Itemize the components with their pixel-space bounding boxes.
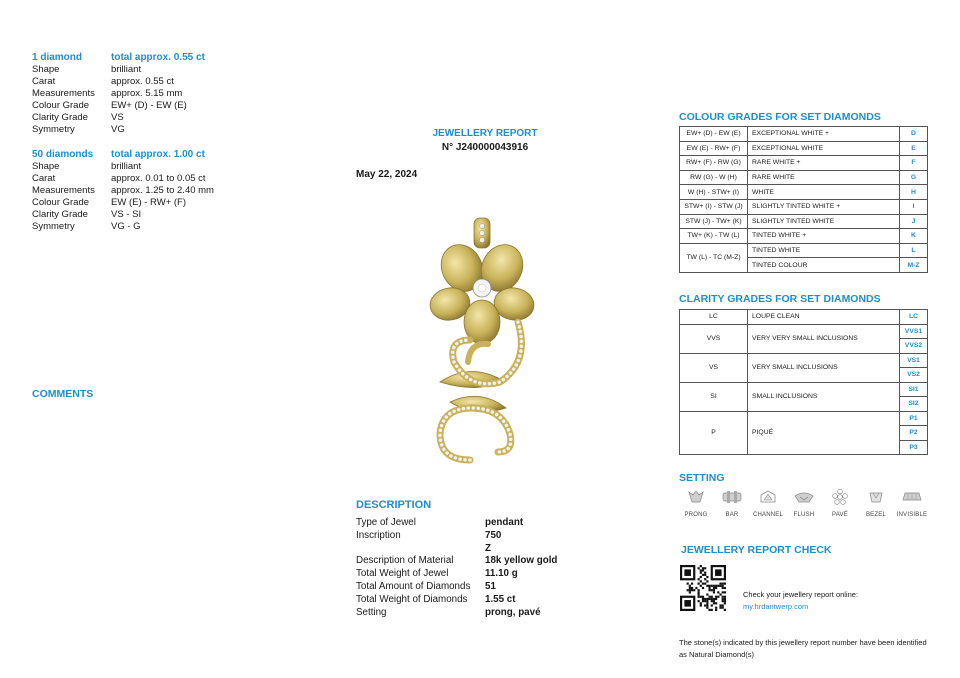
- stone-spec-1-header: 1 diamond total approx. 0.55 ct: [32, 52, 205, 63]
- spec-row: [32, 161, 292, 173]
- pendant-photo: [410, 212, 560, 474]
- setting-label: PRONG: [684, 512, 708, 518]
- description-value: 18k yellow gold: [485, 555, 558, 567]
- stone-spec-2: [32, 149, 292, 233]
- description-row: [356, 594, 616, 607]
- description-label: Inscription: [356, 529, 401, 541]
- setting-item: [679, 488, 713, 518]
- colour-grid-row: [680, 170, 928, 177]
- description-label: Total Amount of Diamonds: [356, 580, 471, 592]
- comments-title: COMMENTS: [32, 388, 94, 400]
- description-value: prong, pavé: [485, 606, 541, 618]
- spec-row: [32, 221, 292, 233]
- spec-label: Symmetry: [32, 124, 75, 135]
- setting-label: PAVÉ: [832, 512, 848, 518]
- spec-row: [32, 124, 292, 136]
- description-label: Total Weight of Jewel: [356, 568, 449, 580]
- spec-label: Clarity Grade: [32, 209, 88, 220]
- setting-label: FLUSH: [793, 512, 815, 518]
- report-check-title: JEWELLERY REPORT CHECK: [681, 544, 832, 556]
- clarity-grade-cell: LC: [680, 310, 748, 325]
- clarity-name-cell: LOUPE CLEAN: [748, 310, 900, 325]
- colour-name-cell: SLIGHTLY TINTED WHITE: [748, 214, 900, 229]
- clarity-row: [680, 324, 928, 339]
- colour-grid-row: [680, 156, 928, 163]
- spec-value: approx. 5.15 mm: [111, 88, 183, 99]
- clarity-row: [680, 353, 928, 368]
- spec-value: EW (E) - RW+ (F): [111, 197, 187, 208]
- spec-row: [32, 209, 292, 221]
- setting-label: INVISIBLE: [896, 512, 928, 518]
- spec-label: Shape: [32, 64, 60, 75]
- colour-name-cell: TINTED WHITE: [748, 243, 900, 258]
- stone-spec-2-header: 50 diamonds total approx. 1.00 ct: [32, 149, 205, 160]
- report-date: May 22, 2024: [356, 169, 418, 180]
- prong-icon: [685, 488, 707, 506]
- colour-range-cell: EW+ (D) - EW (E): [680, 127, 748, 142]
- clarity-row: [680, 310, 928, 325]
- colour-grid-row: [680, 127, 928, 134]
- spec-value: brilliant: [111, 64, 142, 75]
- description-row: [356, 568, 616, 581]
- spec-label: Colour Grade: [32, 100, 90, 111]
- colour-name-cell: EXCEPTIONAL WHITE +: [748, 127, 900, 142]
- colour-code-cell: E: [900, 141, 928, 156]
- spec-value: VG - G: [111, 221, 141, 232]
- spec-value: approx. 0.55 ct: [111, 76, 174, 87]
- colour-name-cell: EXCEPTIONAL WHITE: [748, 141, 900, 156]
- colour-range-cell: RW (G) - W (H): [680, 170, 748, 185]
- clarity-grades-title: CLARITY GRADES FOR SET DIAMONDS: [679, 293, 881, 305]
- colour-grid-row: [680, 199, 928, 206]
- clarity-grades-table: [679, 309, 928, 455]
- colour-grid-row: [680, 229, 928, 236]
- colour-name-cell: SLIGHTLY TINTED WHITE +: [748, 199, 900, 214]
- report-check-text: Check your jewellery report online:: [743, 590, 859, 599]
- setting-label: CHANNEL: [752, 512, 784, 518]
- colour-code-cell: D: [900, 127, 928, 142]
- colour-grid-row: [680, 243, 928, 250]
- natural-diamond-note: The stone(s) indicated by this jewellery report number have been identified as Natural Diamond(s): [679, 638, 927, 659]
- colour-name-cell: TINTED COLOUR: [748, 258, 900, 273]
- colour-grades-title: COLOUR GRADES FOR SET DIAMONDS: [679, 111, 881, 123]
- clarity-code-cell: VS1: [900, 353, 928, 368]
- colour-code-cell: M-Z: [900, 258, 928, 273]
- spec-value: VS - SI: [111, 209, 142, 220]
- setting-item: [715, 488, 749, 518]
- setting-item: [859, 488, 893, 518]
- bar-icon: [721, 488, 743, 506]
- colour-name-cell: RARE WHITE: [748, 170, 900, 185]
- colour-grades-table: [679, 126, 928, 273]
- description-label: Type of Jewel: [356, 517, 416, 528]
- description-label: Setting: [356, 606, 387, 618]
- bezel-icon: [865, 488, 887, 506]
- setting-label: BEZEL: [865, 512, 886, 518]
- colour-code-cell: J: [900, 214, 928, 229]
- colour-name-cell: TINTED WHITE +: [748, 229, 900, 244]
- colour-code-cell: H: [900, 185, 928, 200]
- colour-code-cell: L: [900, 243, 928, 258]
- description-value: 51: [485, 580, 496, 592]
- clarity-grade-cell: VS: [680, 353, 748, 382]
- setting-item: [751, 488, 785, 518]
- clarity-code-cell: LC: [900, 310, 928, 325]
- colour-range-cell: W (H) - STW+ (I): [680, 185, 748, 200]
- report-title: JEWELLERY REPORT: [432, 128, 538, 139]
- clarity-code-cell: VS2: [900, 368, 928, 383]
- colour-code-cell: K: [900, 229, 928, 244]
- description-value: pendant: [485, 517, 524, 528]
- colour-name-cell: WHITE: [748, 185, 900, 200]
- spec-value: approx. 1.25 to 2.40 mm: [111, 185, 214, 196]
- colour-range-cell: TW (L) - TC (M-Z): [680, 243, 748, 272]
- spec-row: [32, 64, 292, 76]
- description-row: [356, 581, 616, 594]
- setting-item: [823, 488, 857, 518]
- description-label: Description of Material: [356, 555, 454, 567]
- description-row: [356, 607, 616, 620]
- spec-label: Measurements: [32, 185, 95, 196]
- clarity-name-cell: PIQUÉ: [748, 411, 900, 455]
- clarity-code-cell: VVS1: [900, 324, 928, 339]
- spec-label: Shape: [32, 161, 60, 172]
- spec-value: brilliant: [111, 161, 142, 172]
- spec-label: Symmetry: [32, 221, 75, 232]
- colour-code-cell: F: [900, 156, 928, 171]
- spec-label: Colour Grade: [32, 197, 90, 208]
- spec-row: [32, 88, 292, 100]
- colour-grid-row: [680, 214, 928, 221]
- clarity-name-cell: VERY SMALL INCLUSIONS: [748, 353, 900, 382]
- description-value: Z: [485, 542, 491, 554]
- spec-value: EW+ (D) - EW (E): [111, 100, 187, 111]
- stone-spec-1: [32, 52, 292, 136]
- spec-row: [32, 112, 292, 124]
- spec-label: Carat: [32, 76, 56, 87]
- description-label: Total Weight of Diamonds: [356, 593, 468, 605]
- description-title: DESCRIPTION: [356, 499, 432, 511]
- channel-icon: [757, 488, 779, 506]
- description-label: [356, 543, 485, 556]
- qr-code-icon[interactable]: [680, 565, 726, 611]
- clarity-grade-cell: SI: [680, 382, 748, 411]
- colour-code-cell: I: [900, 199, 928, 214]
- colour-range-cell: STW+ (I) - STW (J): [680, 199, 748, 214]
- clarity-code-cell: P2: [900, 426, 928, 441]
- description-row: [356, 555, 616, 568]
- clarity-code-cell: VVS2: [900, 339, 928, 354]
- report-number: N° J240000043916: [441, 142, 529, 153]
- clarity-row: [680, 411, 928, 426]
- colour-name-cell: RARE WHITE +: [748, 156, 900, 171]
- description-table: [356, 517, 616, 619]
- clarity-row: [680, 382, 928, 397]
- setting-item: [895, 488, 929, 518]
- setting-item: [787, 488, 821, 518]
- spec-label: Clarity Grade: [32, 112, 88, 123]
- colour-range-cell: EW (E) - RW+ (F): [680, 141, 748, 156]
- clarity-grade-cell: P: [680, 411, 748, 455]
- description-value: 11.10 g: [485, 568, 518, 580]
- pave-icon: [829, 488, 851, 506]
- clarity-code-cell: P3: [900, 440, 928, 455]
- clarity-code-cell: SI2: [900, 397, 928, 412]
- colour-range-cell: STW (J) - TW+ (K): [680, 214, 748, 229]
- colour-range-cell: TW+ (K) - TW (L): [680, 229, 748, 244]
- spec-value: approx. 0.01 to 0.05 ct: [111, 173, 206, 184]
- description-row: [356, 543, 616, 556]
- colour-code-cell: G: [900, 170, 928, 185]
- spec-value: VG: [111, 124, 125, 135]
- setting-label: BAR: [725, 512, 739, 518]
- flush-icon: [793, 488, 815, 506]
- report-check-link[interactable]: my.hrdantwerp.com: [743, 602, 809, 611]
- spec-row: [32, 100, 292, 112]
- spec-row: [32, 197, 292, 209]
- colour-grid-row: [680, 185, 928, 192]
- description-value: 1.55 ct: [485, 593, 516, 605]
- description-row: [356, 530, 616, 543]
- clarity-grade-cell: VVS: [680, 324, 748, 353]
- spec-row: [32, 173, 292, 185]
- spec-label: Measurements: [32, 88, 95, 99]
- clarity-code-cell: P1: [900, 411, 928, 426]
- description-row: [356, 517, 616, 530]
- clarity-name-cell: SMALL INCLUSIONS: [748, 382, 900, 411]
- setting-title: SETTING: [679, 472, 725, 484]
- setting-icons: [679, 488, 929, 518]
- invisible-icon: [901, 488, 923, 506]
- spec-row: [32, 76, 292, 88]
- description-value: 750: [485, 529, 502, 541]
- clarity-code-cell: SI1: [900, 382, 928, 397]
- clarity-name-cell: VERY VERY SMALL INCLUSIONS: [748, 324, 900, 353]
- colour-grid-row: [680, 141, 928, 148]
- spec-label: Carat: [32, 173, 56, 184]
- colour-range-cell: RW+ (F) - RW (G): [680, 156, 748, 171]
- spec-value: VS: [111, 112, 124, 123]
- spec-row: [32, 185, 292, 197]
